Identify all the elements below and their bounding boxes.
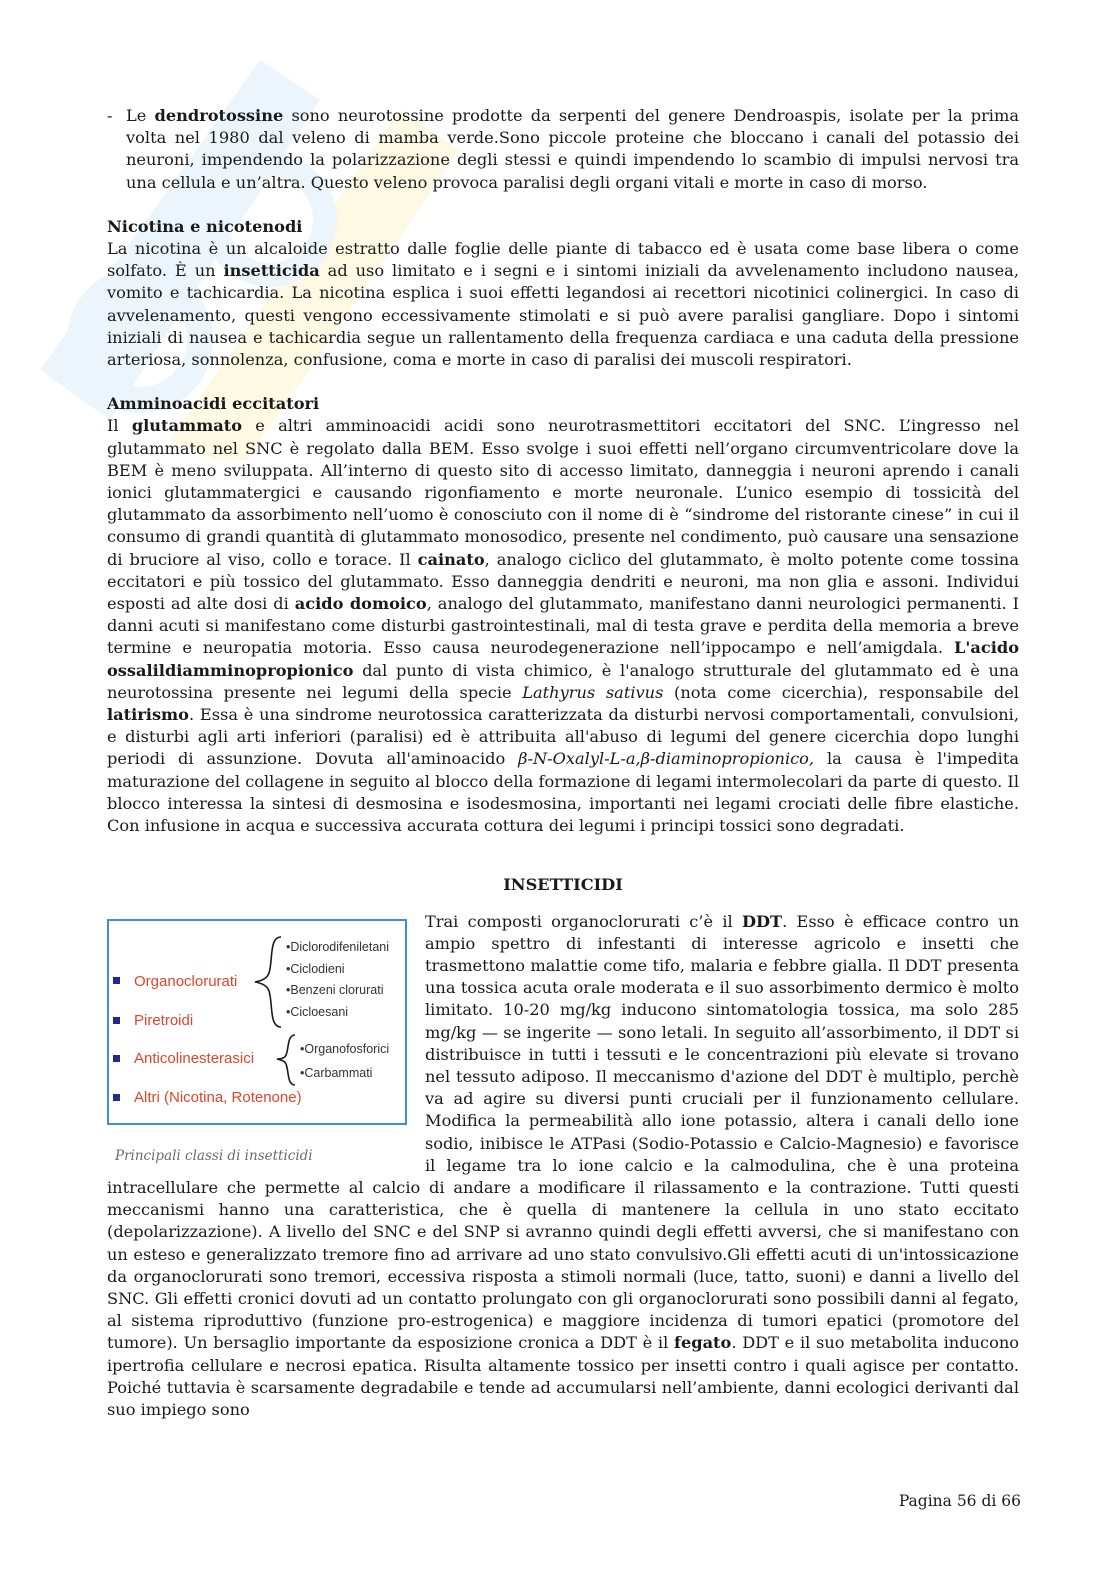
sub-benzeni-clorurati: •Benzeni clorurati xyxy=(286,982,384,997)
class-bullet xyxy=(113,1055,120,1062)
classes-diagram xyxy=(109,921,405,1123)
sub-organofosforici: •Organofosforici xyxy=(300,1041,390,1056)
paragraph-nicotina: La nicotina è un alcaloide estratto dalle foglie delle piante di tabacco ed è usata come base libera o come solfato. È un insetticida ad uso limitato e i segni e i sintomi iniziali da avvelenamento includono nausea, vomito e tachicardia. La nicotina esplica i suoi effetti legandosi ai recettori nicotinici colinergici. In caso di avvelenamento, questi vengono eccessivamente stimolati e si può avere paralisi gangliare. Dopo i sintomi iniziali di nausea e tachicardia segue un rallentamento della frequenza cardiaca e una caduta della pressione arteriosa, sonnolenza, confusione, coma e morte in caso di paralisi dei muscoli respiratori. xyxy=(107,239,1019,370)
section-nicotina xyxy=(107,216,1019,371)
class-piretroidi: Piretroidi xyxy=(134,1011,194,1029)
sub-carbammati: •Carbammati xyxy=(300,1065,373,1080)
page-number: Pagina 56 di 66 xyxy=(898,1492,1021,1510)
term-latirismo: latirismo xyxy=(107,705,189,725)
term-dendrotossine: dendrotossine xyxy=(154,106,284,125)
class-bullet xyxy=(113,1017,120,1024)
bullet-dash: - xyxy=(107,106,113,125)
document-body xyxy=(107,105,1019,1443)
heading-insetticidi: INSETTICIDI xyxy=(503,875,623,895)
sub-cicloesani: •Cicloesani xyxy=(286,1004,349,1019)
brace-organoclorurati xyxy=(255,937,281,1027)
section-amminoacidi xyxy=(107,393,1019,837)
term-acido-domoico: acido domoico xyxy=(294,594,427,614)
paragraph-dendrotossine: Le dendrotossine sono neurotossine prodotte da serpenti del genere Dendroaspis, isolate per la prima volta nel 1980 dal veleno di mamba verde.Sono piccole proteine che bloccano i canali del potassio dei neuroni, impendendo la polarizzazione degli stessi e quindi impendendo lo scambio di impulsi nervosi tra una cellula e un’altra. Questo veleno provoca paralisi degli organi vitali e morte in caso di morso. xyxy=(126,106,1019,192)
brace-anticolinesterasici xyxy=(277,1035,295,1085)
term-aminoacido: β-N-Oxalyl-L-a,β-diaminopropionico, xyxy=(518,749,815,769)
sub-ciclodieni: •Ciclodieni xyxy=(286,961,345,976)
class-anticolinesterasici: Anticolinesterasici xyxy=(134,1049,255,1067)
bullet-dendrotossine xyxy=(107,105,1019,194)
figure-insetticidi xyxy=(107,919,407,1167)
heading-nicotina: Nicotina e nicotenodi xyxy=(107,216,303,236)
term-insetticida: insetticida xyxy=(223,261,320,281)
class-altri: Altri (Nicotina, Rotenone) xyxy=(134,1088,302,1106)
class-bullet xyxy=(113,1094,120,1101)
paragraph-amminoacidi: Il glutammato e altri amminoacidi acidi sono neurotrasmettitori eccitatori del SNC. L’ingresso nel glutammato nel SNC è regolato dalla BEM. Esso svolge i suoi effetti nell’organo circumventricolare dove la BEM è meno sviluppata. All’interno di questo sito di accesso limitato, danneggia i neuroni aprendo i canali ionici glutammatergici e causando rigonfiamento e morte neuronale. L’unico esempio di tossicità del glutammato da assorbimento nell’uomo è conosciuto con il nome di è “sindrome del ristorante cinese” in cui il consumo di grandi quantità di glutammato monosodico, presente nel condimento, può causare una sensazione di bruciore al viso, collo e torace. Il cainato, analogo ciclico del glutammato, è molto potente come tossina eccitatori e più tossico del glutammato. Esso danneggia dendriti e neuroni, ma non glia e assoni. Individui esposti ad alte dosi di acido domoico, analogo del glutammato, manifestano danni neurologici permanenti. I danni acuti si manifestano come disturbi gastrointestinali, mal di testa grave e perdita della memoria a breve termine e neuropatia motoria. Esso causa neurodegenerazione nell’ippocampo e nell’amigdala. L'acido ossalildiamminopropionico dal punto di vista chimico, è l'analogo strutturale del glutammato ed è una neurotossina presente nei legumi della specie Lathyrus sativus (nota come cicerchia), responsabile del latirismo. Essa è una sindrome neurotossica caratterizzata da disturbi nervosi comportamentali, convulsioni, e disturbi agli arti inferiori (paralisi) ed è attribuita all'abuso di legumi del genere cicerchia dopo lunghi periodi di assunzione. Dovuta all'aminoacido β-N-Oxalyl-L-a,β-diaminopropionico, la causa è l'impedita maturazione del collagene in seguito al blocco della formazione di legami intermolecolari da parte di questo. Il blocco interessa la sintesi di desmosina e isodesmosina, importanti nei legami crociati delle fibre elastiche. Con infusione in acqua e successiva accurata cottura dei legumi i principi tossici sono degradati. xyxy=(107,416,1019,836)
class-organoclorurati: Organoclorurati xyxy=(134,972,238,990)
term-cainato: cainato xyxy=(417,549,485,569)
sub-diclorodifeniletani: •Diclorodifeniletani xyxy=(286,939,390,954)
class-bullet xyxy=(113,977,120,984)
heading-amminoacidi: Amminoacidi eccitatori xyxy=(107,394,320,414)
paragraph-ddt: Trai composti organoclorurati c’è il DDT. Esso è efficace contro un ampio spettro di infestanti di interesse agricolo e insetti che trasmettono malattie come tifo, malaria e febbre gialla. Il DDT presenta una tossica acuta orale moderata e il suo assorbimento dermico è molto limitato. 10-20 mg/kg inducono sintomatologia tossica, ma solo 285 mg/kg — se ingerite — sono letali. In seguito all’assorbimento, il DDT si distribuisce in tutti i tessuti e le concentrazioni più elevate si trovano nel tessuto adiposo. Il meccanismo d'azione del DDT è multiplo, perchè va ad agire su diversi punti cruciali per il funzionamento cellulare. Modifica la permeabilità allo ione potassio, altera i canali dello ione sodio, inibisce le ATPasi (Sodio-Potassio e Calcio-Magnesio) e favorisce il legame tra lo ione calcio e la calmodulina, che è una proteina intracellulare che permette al calcio di andare a modificare il rilassamento e la contrazione. Tutti questi meccanismi hanno una caratteristica, che è quella di mantenere la cellula in uno stato eccitato (depolarizzazione). A livello del SNC e del SNP si avranno quindi degli effetti avversi, che si manifestano con un esteso e generalizzato tremore fino ad arrivare ad uno stato convulsivo.Gli effetti acuti di un'intossicazione da organoclorurati sono tremori, eccessiva risposta a stimoli normali (luce, tatto, suoni) e danni a livello del SNC. Gli effetti cronici dovuti ad un contatto prolungato con gli organoclorurati sono possibili danni al fegato, al sistema riproduttivo (funzione pro-estrogenica) e maggiore incidenza di tumori epatici (promotore del tumore). Un bersaglio importante da esposizione cronica a DDT è il fegato. DDT e il suo metabolita inducono ipertrofia cellulare e necrosi epatica. Risulta altamente tossico per insetti contro i quali agisce per contatto. Poiché tuttavia è scarsamente degradabile e tende ad accumularsi nell’ambiente, danni ecologici derivanti dal suo impiego sono xyxy=(107,911,1019,1419)
figure-caption: Principali classi di insetticidi xyxy=(115,1147,313,1164)
figure-box xyxy=(107,919,407,1125)
term-lathyrus: Lathyrus sativus xyxy=(522,682,664,702)
section-insetticidi xyxy=(107,911,1019,1422)
term-glutammato: glutammato xyxy=(131,416,243,436)
term-fegato: fegato xyxy=(673,1333,732,1353)
term-ddt: DDT xyxy=(741,911,783,931)
term-acido-ossalil: L'acido ossalildiamminopropionico xyxy=(107,638,1019,680)
